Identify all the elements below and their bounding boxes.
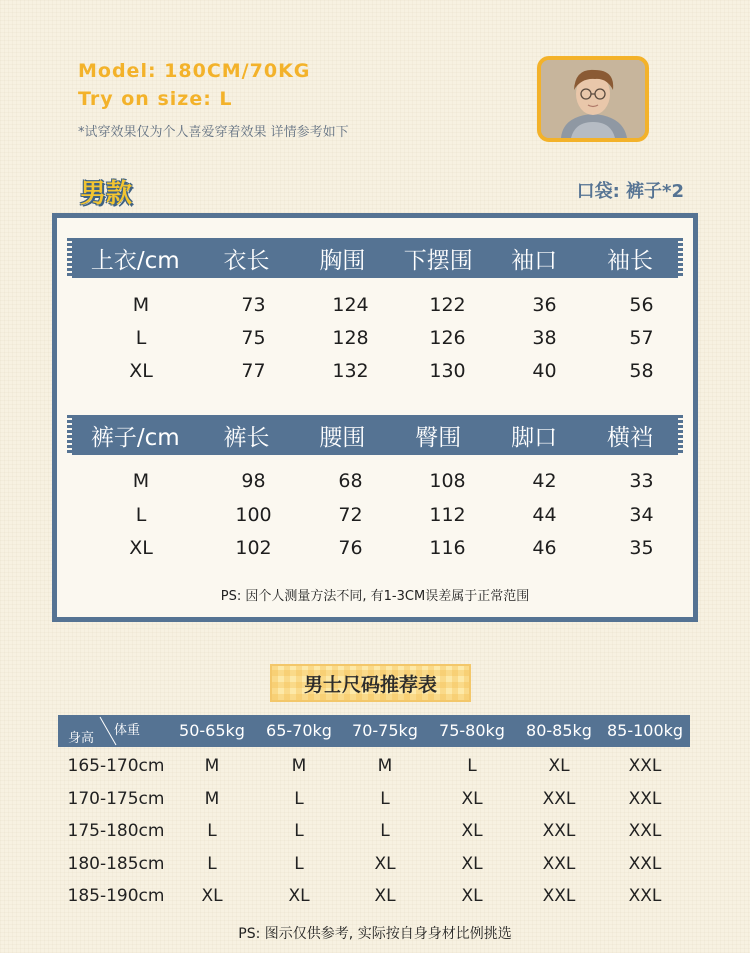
recommend-title: 男士尺码推荐表 — [303, 673, 437, 696]
top-header-category: 上衣/cm — [90, 247, 180, 274]
size-cell: L — [294, 821, 304, 841]
pants-header-thigh: 横裆 — [607, 424, 654, 451]
table-row — [77, 466, 690, 496]
table-row — [77, 323, 690, 353]
top-header-sleeve: 袖长 — [607, 247, 654, 274]
model-info-height-weight: Model: 180CM/70KG — [78, 60, 311, 82]
size-cell: L — [380, 821, 390, 841]
table-cell: 36 — [532, 294, 557, 316]
size-cell: XL — [461, 821, 483, 841]
height-cell: 165-170cm — [67, 756, 165, 776]
weight-header: 80-85kg — [526, 721, 592, 740]
size-cell: M — [204, 789, 220, 809]
size-cell: XXL — [628, 789, 662, 809]
recommend-title-box — [270, 664, 471, 702]
table-cell: 76 — [338, 537, 363, 559]
table-cell: 73 — [241, 294, 266, 316]
table-cell: 124 — [332, 294, 369, 316]
model-try-on-size: Try on size: L — [78, 88, 233, 110]
table-cell-size: L — [135, 327, 147, 349]
table-cell: 77 — [241, 360, 266, 382]
table-cell: 130 — [429, 360, 466, 382]
size-cell: M — [377, 756, 393, 776]
pants-header-category: 裤子/cm — [90, 424, 180, 451]
table-cell: 112 — [429, 504, 466, 526]
weight-header: 75-80kg — [439, 721, 505, 740]
size-cell: XL — [461, 789, 483, 809]
pants-header-hip: 臀围 — [415, 424, 462, 451]
weight-header: 50-65kg — [179, 721, 245, 740]
top-header-length: 衣长 — [223, 247, 270, 274]
model-portrait-icon — [541, 60, 645, 138]
table-cell-size: M — [132, 294, 150, 316]
size-cell: XXL — [542, 789, 576, 809]
weight-header: 70-75kg — [352, 721, 418, 740]
table-row — [77, 356, 690, 386]
size-cell: M — [204, 756, 220, 776]
size-cell: XL — [374, 854, 396, 874]
size-cell: L — [294, 789, 304, 809]
recommend-header — [58, 715, 690, 747]
men-section-title: 男款 — [80, 179, 133, 209]
table-cell: 33 — [629, 470, 654, 492]
corner-weight-label: 体重 — [114, 723, 141, 738]
top-table-header — [72, 238, 678, 278]
table-cell: 102 — [235, 537, 272, 559]
size-cell: L — [207, 821, 217, 841]
table-row — [58, 882, 690, 912]
table-cell: 42 — [532, 470, 557, 492]
size-cell: XL — [201, 886, 223, 906]
size-cell: XL — [461, 854, 483, 874]
weight-header: 85-100kg — [606, 721, 684, 740]
table-cell: 40 — [532, 360, 557, 382]
top-header-cuff: 袖口 — [511, 247, 558, 274]
table-cell: 72 — [338, 504, 363, 526]
table-cell-size: M — [132, 470, 150, 492]
table-row — [77, 290, 690, 320]
table-cell-size: XL — [129, 537, 153, 559]
size-cell: XXL — [542, 886, 576, 906]
size-cell: XXL — [628, 756, 662, 776]
table-cell: 38 — [532, 327, 557, 349]
height-cell: 185-190cm — [67, 886, 165, 906]
table-cell: 108 — [429, 470, 466, 492]
table-cell: 46 — [532, 537, 557, 559]
height-cell: 170-175cm — [67, 789, 165, 809]
size-cell: XXL — [628, 821, 662, 841]
table-cell: 58 — [629, 360, 654, 382]
table-row — [77, 500, 690, 530]
table-row — [58, 752, 690, 782]
table-row — [58, 817, 690, 847]
table-cell: 98 — [241, 470, 266, 492]
table-cell: 56 — [629, 294, 654, 316]
top-header-hem: 下摆围 — [403, 247, 473, 274]
table-cell: 132 — [332, 360, 369, 382]
table-cell: 34 — [629, 504, 654, 526]
size-cell: L — [294, 854, 304, 874]
pants-header-leg-opening: 脚口 — [511, 424, 558, 451]
table-cell-size: L — [135, 504, 147, 526]
size-cell: M — [291, 756, 307, 776]
pocket-info: 口袋: 裤子*2 — [576, 181, 684, 202]
size-cell: XXL — [628, 854, 662, 874]
table-cell: 100 — [235, 504, 272, 526]
table-cell: 44 — [532, 504, 557, 526]
size-cell: XXL — [542, 854, 576, 874]
recommend-note: PS: 图示仅供参考, 实际按自身身材比例挑选 — [238, 926, 512, 942]
size-cell: XL — [288, 886, 310, 906]
size-cell: XXL — [628, 886, 662, 906]
table-row — [58, 785, 690, 815]
try-on-note: *试穿效果仅为个人喜爱穿着效果 详情参考如下 — [78, 125, 349, 140]
size-cell: L — [207, 854, 217, 874]
table-cell: 128 — [332, 327, 369, 349]
height-cell: 180-185cm — [67, 854, 165, 874]
size-cell: L — [380, 789, 390, 809]
size-cell: L — [467, 756, 477, 776]
weight-header: 65-70kg — [266, 721, 332, 740]
pants-table-header — [72, 415, 678, 455]
table-cell-size: XL — [129, 360, 153, 382]
size-cell: XL — [461, 886, 483, 906]
table-row — [58, 850, 690, 880]
top-header-chest: 胸围 — [319, 247, 366, 274]
size-cell: XL — [548, 756, 570, 776]
pants-header-length: 裤长 — [223, 424, 270, 451]
table-cell: 116 — [429, 537, 466, 559]
table-cell: 122 — [429, 294, 466, 316]
table-cell: 75 — [241, 327, 266, 349]
size-cell: XL — [374, 886, 396, 906]
table-cell: 35 — [629, 537, 654, 559]
table-cell: 126 — [429, 327, 466, 349]
pants-header-waist: 腰围 — [319, 424, 366, 451]
table-cell: 68 — [338, 470, 363, 492]
corner-height-label: 身高 — [68, 731, 95, 746]
model-avatar — [537, 56, 649, 142]
table-row — [77, 533, 690, 563]
measurement-note: PS: 因个人测量方法不同, 有1-3CM误差属于正常范围 — [220, 589, 530, 604]
table-cell: 57 — [629, 327, 654, 349]
height-cell: 175-180cm — [67, 821, 165, 841]
size-cell: XXL — [542, 821, 576, 841]
